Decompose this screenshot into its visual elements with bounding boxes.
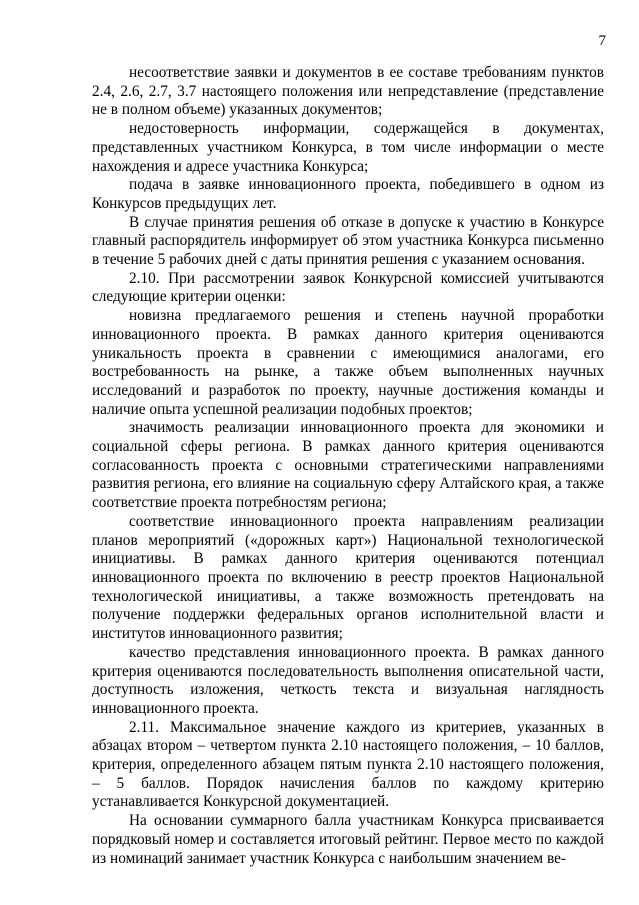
- paragraph-4: В случае принятия решения об отказе в допуске к участию в Конкурсе главный распорядитель информирует об этом участника Конкурса письменно в течение 5 рабочих дней с даты принятия решения с указанием основания.: [92, 213, 604, 269]
- paragraph-3: подача в заявке инновационного проекта, победившего в одном из Конкурсов предыдущих лет.: [92, 176, 604, 212]
- paragraph-8: соответствие инновационного проекта направлениям реализации планов мероприятий («дорожных карт») Национальной технологической инициативы. В рамках данного критерия оцениваются потенциал инновационного проекта по включению в реестр проектов Национальной технологической инициативы, а также возможность претендовать на получение поддержки федеральных органов исполнительной власти и институтов инновационного развития;: [92, 512, 604, 643]
- paragraph-10: 2.11. Максимальное значение каждого из критериев, указанных в абзацах втором – четвертом пункта 2.10 настоящего положения, – 10 баллов, критерия, определенного абзацем пятым пункта 2.10 настоящего положения, – 5 баллов. Порядок начисления баллов по каждому критерию устанавливается Конкурсной документацией.: [92, 718, 604, 811]
- page-number: 7: [598, 33, 606, 49]
- paragraph-2: недостоверность информации, содержащейся в документах, представленных участником Конкурса, в том числе информации о месте нахождения и адресе участника Конкурса;: [92, 120, 604, 175]
- paragraph-9: качество представления инновационного проекта. В рамках данного критерия оцениваются последовательность выполнения описательной части, доступность изложения, четкость текста и визуальная наглядность инновационного проекта.: [92, 643, 604, 717]
- paragraph-6: новизна предлагаемого решения и степень научной проработки инновационного проекта. В рамках данного критерия оцениваются уникальность проекта в сравнении с имеющимися аналогами, его востребованность на рынке, а также объем выполненных научных исследований и разработок по проекту, научные достижения команды и наличие опыта успешной реализации подобных проектов;: [92, 307, 604, 418]
- paragraph-5: 2.10. При рассмотрении заявок Конкурсной комиссией учитываются следующие критерии оценки:: [92, 269, 604, 306]
- paragraph-7: значимость реализации инновационного проекта для экономики и социальной сферы региона. В рамках данного критерия оцениваются согласованность проекта с основными стратегическими направлениями развития региона, его влияние на социальную сферу Алтайского края, а также соответствие проекта потребностям региона;: [92, 419, 604, 512]
- page-body: [92, 64, 604, 868]
- paragraph-1: несоответствие заявки и документов в ее составе требованиям пунктов 2.4, 2.6, 2.7, 3.7 настоящего положения или непредставление (представление не в полном объеме) указанных документов;: [92, 64, 604, 119]
- paragraph-11: На основании суммарного балла участникам Конкурса присваивается порядковый номер и составляется итоговый рейтинг. Первое место по каждой из номинаций занимает участник Конкурса с наибольшим значением ве-: [92, 812, 604, 867]
